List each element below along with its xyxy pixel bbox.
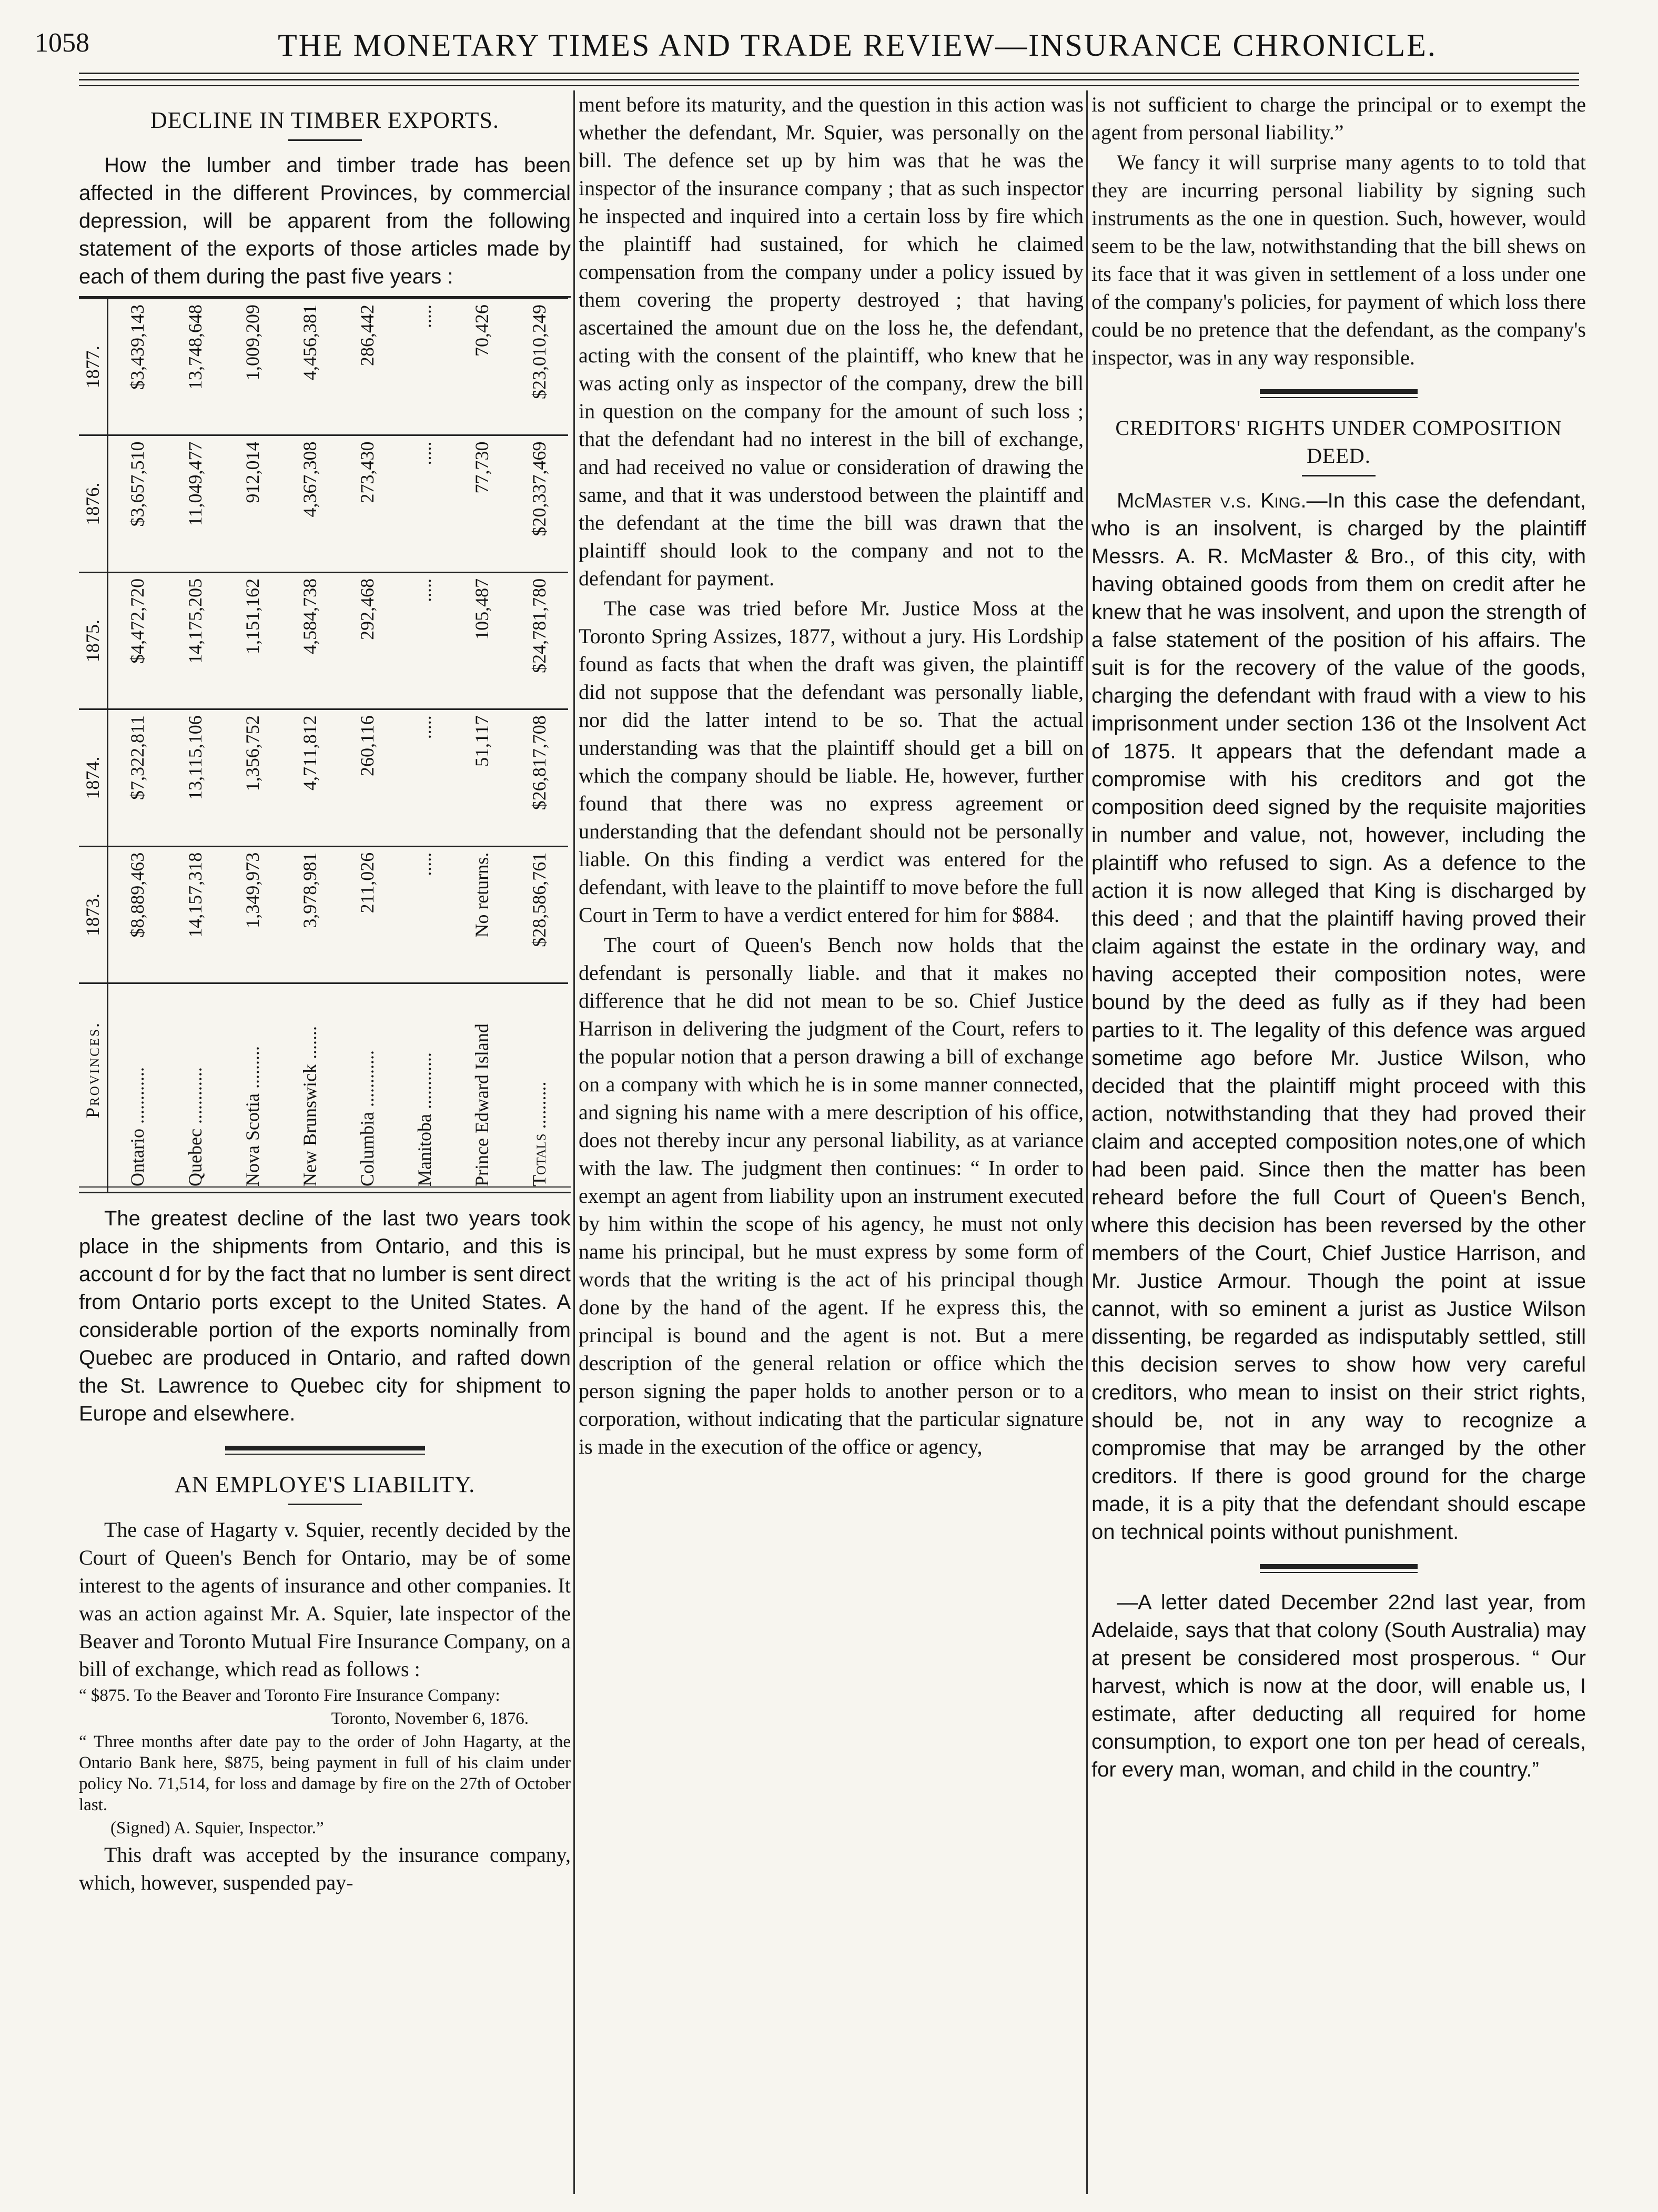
province-name: Prince Edward Island (453, 983, 511, 1192)
section-rule (225, 1454, 425, 1455)
export-value: 912,014 (224, 435, 281, 572)
export-value: 3,978,981 (281, 846, 339, 983)
export-value: 273,430 (339, 435, 396, 572)
export-value: 14,157,318 (167, 846, 224, 983)
heading-rule (1302, 475, 1376, 476)
export-value: ..... (396, 435, 453, 572)
section-rule (1260, 1564, 1418, 1569)
export-value: 11,049,477 (167, 435, 224, 572)
heading-rule (288, 1504, 362, 1505)
export-value: $3,657,510 (108, 435, 167, 572)
exports-table-grid (79, 298, 568, 1192)
export-value: ..... (396, 299, 453, 435)
export-value: 13,748,648 (167, 299, 224, 435)
timber-exports-table (79, 296, 571, 1193)
totals-label: Totals .......... (511, 983, 568, 1192)
export-value: $8,889,463 (108, 846, 167, 983)
creditors-paragraph (1091, 487, 1586, 1546)
draft-signature: (Signed) A. Squier, Inspector.” (110, 1819, 324, 1838)
table-row (453, 299, 511, 1192)
employe-paragraph: The case of Hagarty v. Squier, recently decided by the Court of Queen's Bench for Ontario, may be of some interest to the agents of insurance and other companies. It was an action against Mr. A. Squier, late inspector of the Beaver and Toronto Mutual Fire Insurance Company, on a bill of exchange, which read as follows : (79, 1518, 571, 1681)
export-value: 211,026 (339, 846, 396, 983)
column-header-1876: 1876. (79, 435, 108, 572)
export-value: $4,472,720 (108, 572, 167, 709)
masthead-title: THE MONETARY TIMES AND TRADE REVIEW—INSURANCE CHRONICLE. (278, 28, 1437, 63)
draft-quotation (79, 1685, 571, 1839)
column-header-provinces: Provinces. (79, 983, 108, 1192)
employe-paragraph: We fancy it will surprise many agents to to told that they are incurring personal liability by signing such instruments as the one in question. Such, however, would seem to be the law, notwithstanding that the bill shews on its face that it was given in settlement of a loss under one of the company's policies, for payment of which loss there could be no pretence that the defendant, as the company's inspector, was in any way responsible. (1091, 150, 1586, 369)
employe-paragraph: The court of Queen's Bench now holds that the defendant is personally liable. and that it makes no difference that he did not mean to be so. Chief Justice Harrison in delivering the judgment of the Court, refers to the popular notion that a person drawing a bill of exchange on a company with which he is in some manner connected, and signing his name with a mere description of his office, does not thereby incur any personal liability, as at variance with the law. The judgment then continues: “ In order to exempt an agent from liability upon an instrument executed by him within the scope of his agency, he must not only name his principal, but he must express by some form of words that the writing is the act of his principal though done by the hand of the agent. If he express this, the principal is bound and the agent is not. But a mere description of the general relation or office which the person signing the paper holds to another person or to a corporation, without indicating that the particular signature is made in the execution of the office or agency, (579, 933, 1084, 1458)
export-value: 14,175,205 (167, 572, 224, 709)
export-value: ..... (396, 572, 453, 709)
export-value: $7,322,811 (108, 709, 167, 846)
draft-body: “ Three months after date pay to the order of John Hagarty, at the Ontario Bank here, $875, being payment in full of his claim under policy No. 71,514, for loss and damage by fire on the 27th of October last. (79, 1732, 571, 1814)
export-value: 4,367,308 (281, 435, 339, 572)
masthead-rule (79, 79, 1579, 80)
column-header-1874: 1874. (79, 709, 108, 846)
total-value: $20,337,469 (511, 435, 568, 572)
export-value: 4,584,738 (281, 572, 339, 709)
export-value: 1,356,752 (224, 709, 281, 846)
column-header-1875: 1875. (79, 572, 108, 709)
draft-date: Toronto, November 6, 1876. (331, 1709, 529, 1728)
table-row (339, 299, 396, 1192)
total-value: $23,010,249 (511, 299, 568, 435)
export-value: ..... (396, 709, 453, 846)
employe-paragraph: is not sufficient to charge the principal or to exempt the agent from personal liability.” (1091, 93, 1586, 144)
province-name: Quebec ............ (167, 983, 224, 1192)
column-header-1877: 1877. (79, 299, 108, 435)
employe-heading: AN EMPLOYE'S LIABILITY. (174, 1472, 476, 1497)
creditors-text: —In this case the defendant, who is an insolvent, is charged by the plaintiff Messrs. A. R. McMaster & Bro., of this city, with having obtained goods from them on credit after he knew that he was insolvent, and upon the strength of a false statement of the position of his affairs. The suit is for the recovery of the value of the goods, charging the defendant with fraud with a view to his imprisonment under section 136 ot the Insolvent Act of 1875. It appears that the defendant made a compromise with his creditors and got the composition deed signed by the requisite majorities in number and value, not, however, including the plaintiff who refused to sign. As a defence to the action it is now alleged that King is discharged by this deed ; and that the plaintiff having proved their claim against the estate in the ordinary way, and having accepted their composition notes, were bound by the deed as fully as if they had been parties to it. The legality of this defence was argued sometime ago before Mr. Justice Wilson, who decided that the plaintiff might proceed with this action, notwithstanding that they had proved their claim and accepted composition notes,one of which had been paid. Since then the matter has been reheard before the full Court of Queen's Bench, where this decision has been reversed by the other members of the Court, Chief Justice Harrison, and Mr. Justice Armour. Though the point at issue cannot, with so eminent a jurist as Justice Wilson dissenting, be regarded as indisputably settled, still this decision serves to show how very careful creditors, who mean to insist on their strict rights, should be, not in any way to recognize a compromise that may be arranged by the other creditors. If there is good ground for the charge made, it is a pity that the defendant should escape on technical points without punishment. (1091, 489, 1586, 1544)
creditors-heading: CREDITORS' RIGHTS UNDER COMPOSITION DEED. (1115, 416, 1562, 468)
total-value: $28,586,761 (511, 846, 568, 983)
province-name: Manitoba ............ (396, 983, 453, 1192)
table-row (224, 299, 281, 1192)
timber-intro: How the lumber and timber trade has been affected in the different Provinces, by commercial depression, will be apparent from the following statement of the exports of those articles made by each of them during the past five years : (79, 154, 571, 288)
export-value: ..... (396, 846, 453, 983)
export-value: No returns. (453, 846, 511, 983)
section-rule (1260, 397, 1418, 398)
timber-heading: DECLINE IN TIMBER EXPORTS. (150, 107, 499, 133)
adelaide-paragraph: —A letter dated December 22nd last year, from Adelaide, says that that colony (South Australia) may at present be considered most prosperous. “ Our harvest, which is now at the door, will enable us, I estimate, after deducting all required for home consumption, to export one ton per head of cereals, for every man, woman, and child in the country.” (1091, 1591, 1586, 1781)
export-value: 4,456,381 (281, 299, 339, 435)
employe-paragraph: This draft was accepted by the insurance company, which, however, suspended pay- (79, 1843, 571, 1894)
export-value: 260,116 (339, 709, 396, 846)
total-value: $24,781,780 (511, 572, 568, 709)
timber-after: The greatest decline of the last two years took place in the shipments from Ontario, and this is account d for by the fact that no lumber is sent direct from Ontario ports except to the United States. A considerable portion of the exports nominally from Quebec are produced in Ontario, and rafted down the St. Lawrence to Quebec city for shipment to Europe and elsewhere. (79, 1207, 571, 1425)
section-rule (225, 1446, 425, 1450)
column-divider (1086, 90, 1088, 2194)
column-3 (1091, 90, 1586, 1786)
column-header-1873: 1873. (79, 846, 108, 983)
export-value: 4,711,812 (281, 709, 339, 846)
table-row (108, 299, 167, 1192)
province-name: Nova Scotia ......... (224, 983, 281, 1192)
export-value: 1,349,973 (224, 846, 281, 983)
column-1 (79, 90, 571, 1899)
export-value: 13,115,106 (167, 709, 224, 846)
column-divider (573, 90, 575, 2194)
export-value: 1,151,162 (224, 572, 281, 709)
employe-paragraph: The case was tried before Mr. Justice Moss at the Toronto Spring Assizes, 1877, without a jury. His Lordship found as facts that when the draft was given, the plaintiff did not suppose that the defendant was personally liable, nor did the latter intend to be so. That the actual understanding was that the plaintiff should get a bill on which the company should be liable. He, however, further found that there was no express agreement or understanding that the defendant should not be personally liable. On this finding a verdict was entered for the defendant, with leave to the plaintiff to move before the full Court in Term to have a verdict entered for him for $884. (579, 596, 1084, 927)
masthead-rule (79, 85, 1579, 86)
case-name: McMaster v.s. King. (1117, 489, 1307, 512)
masthead-rule (79, 73, 1579, 74)
export-value: 1,009,209 (224, 299, 281, 435)
table-row (281, 299, 339, 1192)
export-value: 286,442 (339, 299, 396, 435)
draft-line: “ $875. To the Beaver and Toronto Fire Insurance Company: (79, 1686, 500, 1705)
province-name: Columbia ............ (339, 983, 396, 1192)
export-value: 105,487 (453, 572, 511, 709)
column-2 (579, 90, 1084, 1463)
section-rule (1260, 1572, 1418, 1573)
table-row-totals (511, 299, 568, 1192)
export-value: 292,468 (339, 572, 396, 709)
export-value: $3,439,143 (108, 299, 167, 435)
employe-paragraph: ment before its maturity, and the question in this action was whether the defendant, Mr. Squier, was personally on the bill. The defence set up by him was that he was the inspector of the insurance company ; that as such inspector he inspected and inquired into a certain loss by fire which the plaintiff had sustained, for which he claimed compensation from the company under a policy issued by them covering the property destroyed ; that having ascertained the amount due on the loss he, the defendant, acting with the consent of the plaintiff, who knew that he was acting only as inspector of the company, drew the bill in question on the company for the amount of such loss ; that the defendant had no interest in the bill of exchange, and had received no value or consideration of drawing the same, and that it was understood between the plaintiff and the defendant at the time the bill was drawn that the plaintiff should look to the company and not to the defendant for payment. (579, 93, 1084, 590)
province-name: Ontario ............ (108, 983, 167, 1192)
table-row (396, 299, 453, 1192)
export-value: 77,730 (453, 435, 511, 572)
export-value: 70,426 (453, 299, 511, 435)
section-rule (1260, 389, 1418, 394)
export-value: 51,117 (453, 709, 511, 846)
province-name: New Brunswick ....... (281, 983, 339, 1192)
heading-rule (288, 139, 362, 141)
page-number: 1058 (35, 28, 89, 58)
table-row (167, 299, 224, 1192)
total-value: $26,817,708 (511, 709, 568, 846)
